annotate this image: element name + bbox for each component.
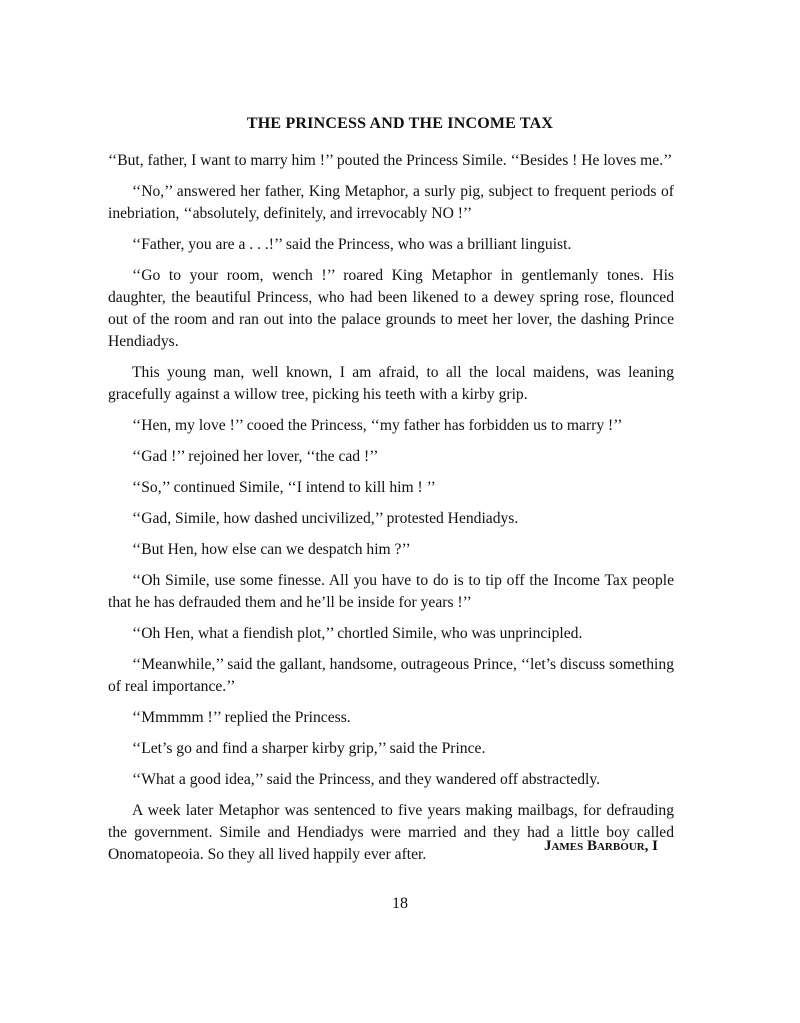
- paragraph: ‘‘What a good idea,’’ said the Princess, and they wandered off abstractedly.: [132, 771, 601, 788]
- paragraph: This young man, well known, I am afraid, to all the local maidens, was leaning gracefully against a willow tree, picking his teeth with a kirby grip.: [108, 364, 674, 403]
- paragraph: A week later Metaphor was sentenced to five years making mailbags, for defrauding the government. Simile and Hendiadys were married and they had a little boy called Onomatopeoia. So they all lived happily ever after.: [108, 802, 674, 863]
- paragraph: ‘‘Go to your room, wench !’’ roared King Metaphor in gentlemanly tones. His daughter, the beautiful Princess, who had been likened to a dewey spring rose, flounced out of the room and ran out into the palace grounds to meet her lover, the dashing Prince Hendiadys.: [108, 267, 674, 350]
- paragraph: ‘‘Oh Hen, what a fiendish plot,’’ chortled Simile, who was unprincipled.: [132, 625, 583, 642]
- page-number: 18: [392, 895, 408, 912]
- paragraph: ‘‘Mmmmm !’’ replied the Princess.: [132, 709, 351, 726]
- paragraph: ‘‘No,’’ answered her father, King Metaphor, a surly pig, subject to frequent periods of inebriation, ‘‘absolutely, definitely, and irrevocably NO !’’: [108, 183, 674, 222]
- story-title: THE PRINCESS AND THE INCOME TAX: [246, 115, 554, 132]
- paragraph: ‘‘Oh Simile, use some finesse. All you have to do is to tip off the Income Tax people that he has defrauded them and he’ll be inside for years !’’: [108, 572, 674, 611]
- paragraph: ‘‘Meanwhile,’’ said the gallant, handsome, outrageous Prince, ‘‘let’s discuss something of real importance.’’: [108, 656, 674, 695]
- paragraph: ‘‘Father, you are a . . .!’’ said the Princess, who was a brilliant linguist.: [132, 236, 572, 253]
- story-body: [108, 150, 674, 875]
- author-signature: James Barbour, I: [543, 838, 658, 854]
- paragraph: ‘‘So,’’ continued Simile, ‘‘I intend to kill him ! ’’: [132, 479, 436, 496]
- paragraph: ‘‘Let’s go and find a sharper kirby grip,’’ said the Prince.: [132, 740, 486, 757]
- paragraph: ‘‘Hen, my love !’’ cooed the Princess, ‘‘my father has forbidden us to marry !’’: [132, 417, 623, 434]
- paragraph: ‘‘But Hen, how else can we despatch him ?’’: [132, 541, 411, 558]
- paragraph: ‘‘Gad, Simile, how dashed uncivilized,’’ protested Hendiadys.: [132, 510, 519, 527]
- paragraph: ‘‘But, father, I want to marry him !’’ pouted the Princess Simile. ‘‘Besides ! He loves me.’’: [108, 152, 673, 169]
- paragraph: ‘‘Gad !’’ rejoined her lover, ‘‘the cad !’’: [132, 448, 379, 465]
